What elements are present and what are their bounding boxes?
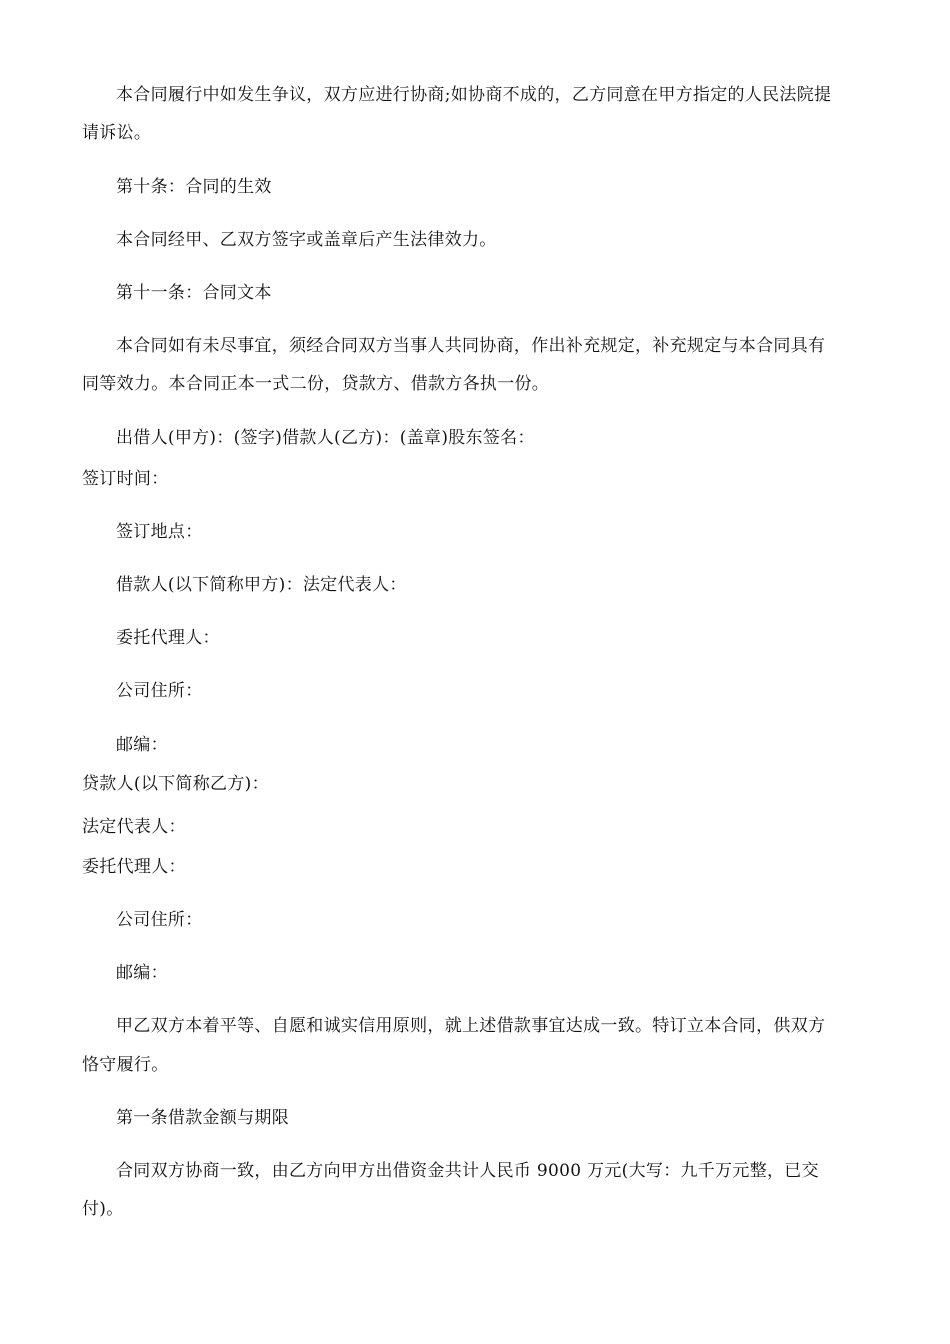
paragraph-amount-line-1: 合同双方协商一致，由乙方向甲方出借资金共计人民币 9000 万元(大写：九千万元整，已交: [116, 1161, 819, 1181]
borrower-line: 借款人(以下简称甲方)：法定代表人：: [116, 575, 407, 595]
borrower-agent: 委托代理人：: [116, 628, 220, 648]
borrower-postcode: 邮编：: [116, 735, 168, 755]
signing-time: 签订时间：: [82, 469, 169, 489]
lender-address: 公司住所：: [116, 910, 203, 930]
paragraph-text-line-1: 本合同如有未尽事宜，须经合同双方当事人共同协商，作出补充规定，补充规定与本合同具有: [116, 336, 826, 356]
paragraph-effect: 本合同经甲、乙双方签字或盖章后产生法律效力。: [116, 230, 497, 250]
signing-place: 签订地点：: [116, 522, 203, 542]
article-1-heading: 第一条借款金额与期限: [116, 1108, 289, 1128]
article-10-heading: 第十条：合同的生效: [116, 177, 272, 197]
signature-line: 出借人(甲方)：(签字)借款人(乙方)：(盖章)股东签名：: [116, 428, 535, 448]
paragraph-dispute-line-2: 请诉讼。: [82, 123, 152, 143]
lender-postcode: 邮编：: [116, 963, 168, 983]
lender-legal-rep: 法定代表人：: [82, 817, 186, 837]
article-11-heading: 第十一条：合同文本: [116, 283, 272, 303]
paragraph-agreement-line-1: 甲乙双方本着平等、自愿和诚实信用原则，就上述借款事宜达成一致。特订立本合同，供双方: [116, 1016, 826, 1036]
paragraph-text-line-2: 同等效力。本合同正本一式二份，贷款方、借款方各执一份。: [82, 374, 550, 394]
paragraph-dispute-line-1: 本合同履行中如发生争议，双方应进行协商;如协商不成的，乙方同意在甲方指定的人民法院提: [116, 85, 832, 105]
paragraph-agreement-line-2: 恪守履行。: [82, 1055, 169, 1075]
paragraph-amount-line-2: 付)。: [82, 1199, 124, 1219]
lender-agent: 委托代理人：: [82, 857, 186, 877]
borrower-address: 公司住所：: [116, 681, 203, 701]
lender-line: 贷款人(以下简称乙方)：: [82, 774, 269, 794]
